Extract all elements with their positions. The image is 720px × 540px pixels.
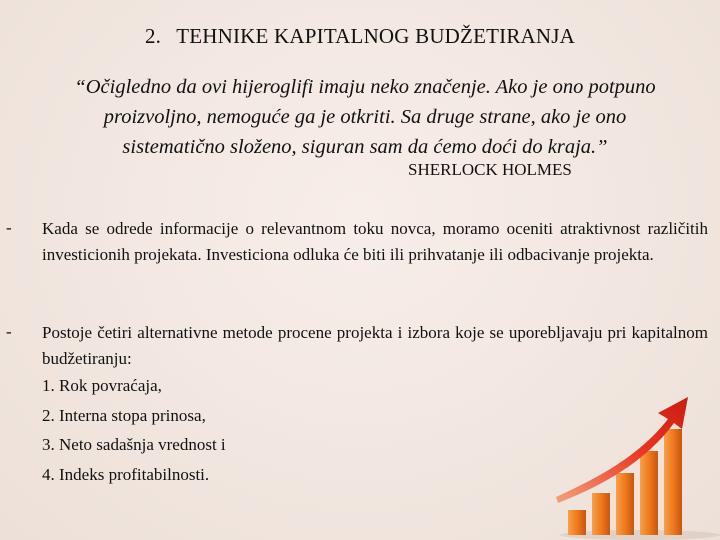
list-item: 1. Rok povraćaja, — [42, 376, 162, 395]
growth-chart-icon — [550, 385, 720, 540]
bullet-paragraph: Postoje četiri alternativne metode procene projekta i izbora koje se uporebljavaju pri kapitalnom budžetiranju: — [42, 323, 708, 368]
quote-author: SHERLOCK HOLMES — [408, 160, 572, 179]
title-text: TEHNIKE KAPITALNOG BUDŽETIRANJA — [176, 24, 576, 48]
list-item: 4. Indeks profitabilnosti. — [42, 464, 210, 484]
title-number: 2. — [144, 24, 162, 48]
quote-line: sistematično složeno, siguran sam da ćemo doći do kraja.” — [122, 136, 608, 158]
bullet-marker: - — [6, 322, 12, 341]
bullet-paragraph: Kada se odrede informacije o relevantnom toku novca, moramo oceniti atraktivnost različitih investicionih projekata. Investiciona odluka će biti ili prihvatanje ili odbacivanje projekta. — [42, 219, 708, 264]
quote-line: proizvoljno, nemoguće ga je otkriti. Sa druge strane, ako je ono — [103, 106, 627, 128]
list-item: 3. Neto sadašnja vrednost i — [42, 435, 226, 454]
slide-title — [0, 24, 720, 49]
quote-line: “Očigledno da ovi hijeroglifi imaju neko značenje. Ako je ono potpuno — [74, 76, 656, 98]
list-item: 2. Interna stopa prinosa, — [42, 405, 206, 425]
bullet-marker: - — [6, 218, 12, 237]
quote — [30, 72, 700, 162]
methods-list — [42, 371, 462, 489]
